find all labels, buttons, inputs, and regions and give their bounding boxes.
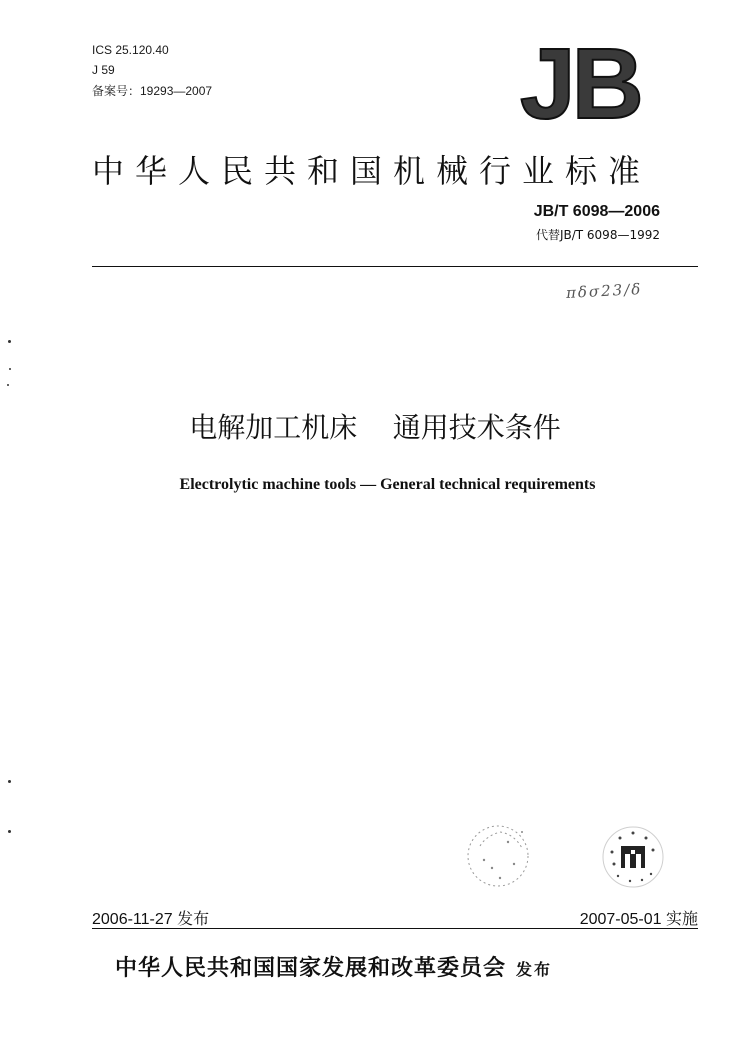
publisher-suffix: 发布 [516,960,553,979]
scan-speck [8,780,11,783]
handwritten-stamp: πδσ23/δ [565,280,643,302]
implementation-date: 2007-05-01 实施 [579,911,698,928]
scan-speck [8,340,11,343]
document-title-en: Electrolytic machine tools — General technical requirements [179,476,596,493]
industry-standard-title: 中华人民共和国机械行业标准 [92,152,652,190]
jb-logo: JB [520,44,665,124]
publisher-line [115,951,552,982]
scan-speck [8,830,11,833]
issue-date: 2006-11-27 发布 [92,911,210,928]
standard-number: JB/T 6098—2006 [533,203,660,220]
scan-speck [9,368,11,370]
publisher-seal-icon [600,824,666,890]
ics-code: ICS 25.120.40 [92,43,169,57]
footer-divider [92,928,698,929]
scan-speck [7,384,9,386]
faint-seal-icon [462,820,538,890]
header-divider [92,266,698,267]
filing-number: 备案号：19293—2007 [92,84,213,98]
document-title-cn: 电解加工机床 通用技术条件 [189,411,561,444]
classification-code: J 59 [92,63,115,77]
publisher-name: 中华人民共和国国家发展和改革委员会 [115,956,507,981]
replaces-standard: 代替JB/T 6098—1992 [535,228,660,242]
